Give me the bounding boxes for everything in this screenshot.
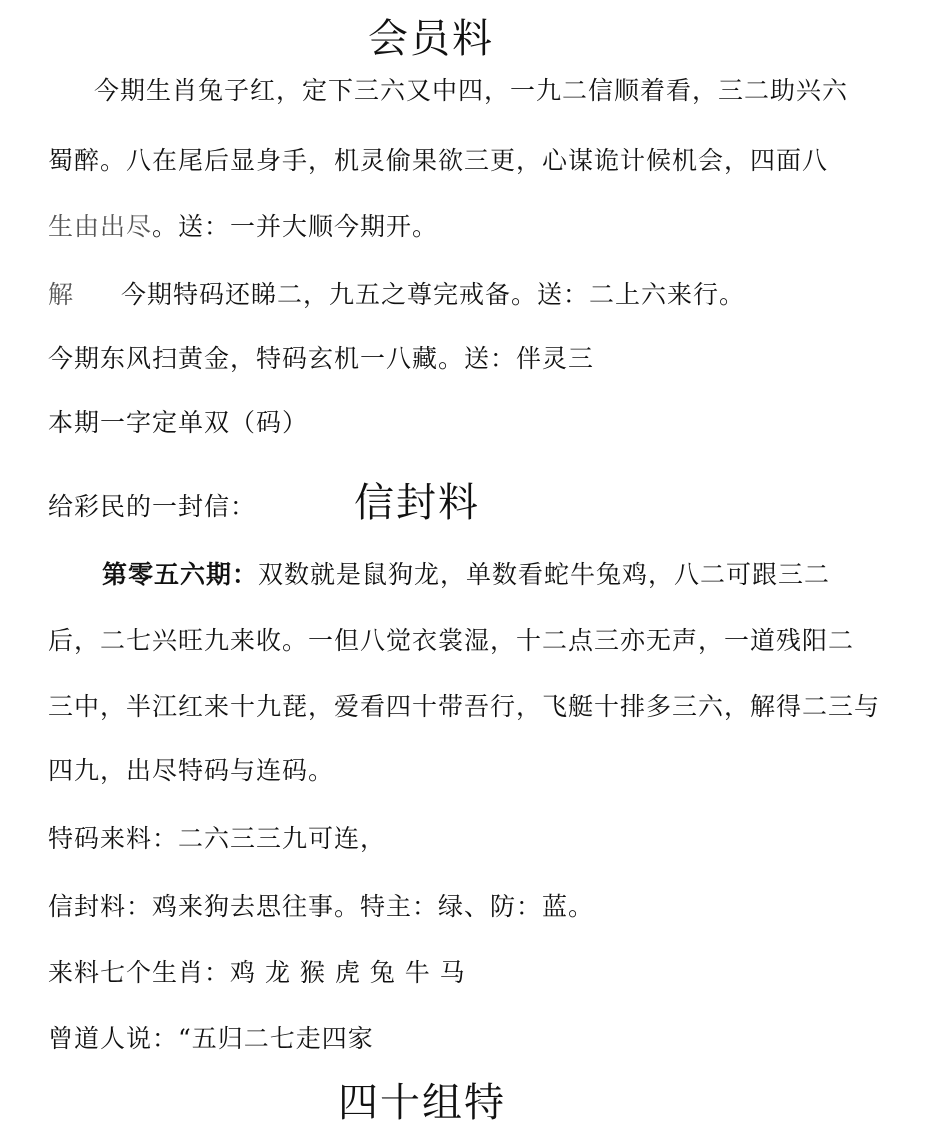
line-special (48, 280, 745, 310)
para2-line3: 三中，半江红来十九琵，爱看四十带吾行，飞艇十排多三六，解得二三与 (48, 692, 881, 721)
para1-line2: 蜀醉。八在尾后显身手，机灵偷果欲三更，心谋诡计候机会，四面八 (48, 146, 829, 175)
title-bottom: 四十组特 (338, 1080, 506, 1126)
line-envelope: 信封料：鸡来狗去思往事。特主：绿、防：蓝。 (48, 892, 595, 921)
para2-line1 (102, 560, 830, 590)
letter-label: 给彩民的一封信： (48, 492, 257, 521)
period-label: 第零五六期： (102, 560, 259, 589)
para2-line1-text: 双数就是鼠狗龙，单数看蛇牛兔鸡，八二可跟三二 (258, 560, 831, 589)
line-special-text: 今期特码还睇二，九五之尊完戒备。送：二上六来行。 (120, 280, 745, 309)
line-wind: 今期东风扫黄金，特码玄机一八藏。送：伴灵三 (48, 344, 595, 373)
para2-line4: 四九，出尽特码与连码。 (48, 756, 335, 785)
title-envelope: 信封料 (354, 480, 480, 526)
para1-line3-text: 。送：一并大顺今期开。 (152, 212, 439, 241)
para2-line2: 后，二七兴旺九来收。一但八觉衣裳湿，十二点三亦无声，一道残阳二 (48, 626, 855, 655)
para1-line3 (48, 212, 438, 242)
line-single: 本期一字定单双（码） (48, 408, 309, 437)
para1-line1: 今期生肖兔子红，定下三六又中四，一九二信顺着看，三二助兴六 (94, 76, 849, 105)
para1-line3-faint: 生由出尽 (48, 212, 153, 241)
line-zeng: 曾道人说：“五归二七走四家 (48, 1024, 374, 1053)
line-tema: 特码来料：二六三三九可连， (48, 824, 387, 853)
title-main: 会员料 (368, 16, 494, 62)
line-special-prefix: 解 (48, 280, 75, 309)
line-zodiac: 来料七个生肖：鸡 龙 猴 虎 兔 牛 马 (48, 958, 466, 987)
